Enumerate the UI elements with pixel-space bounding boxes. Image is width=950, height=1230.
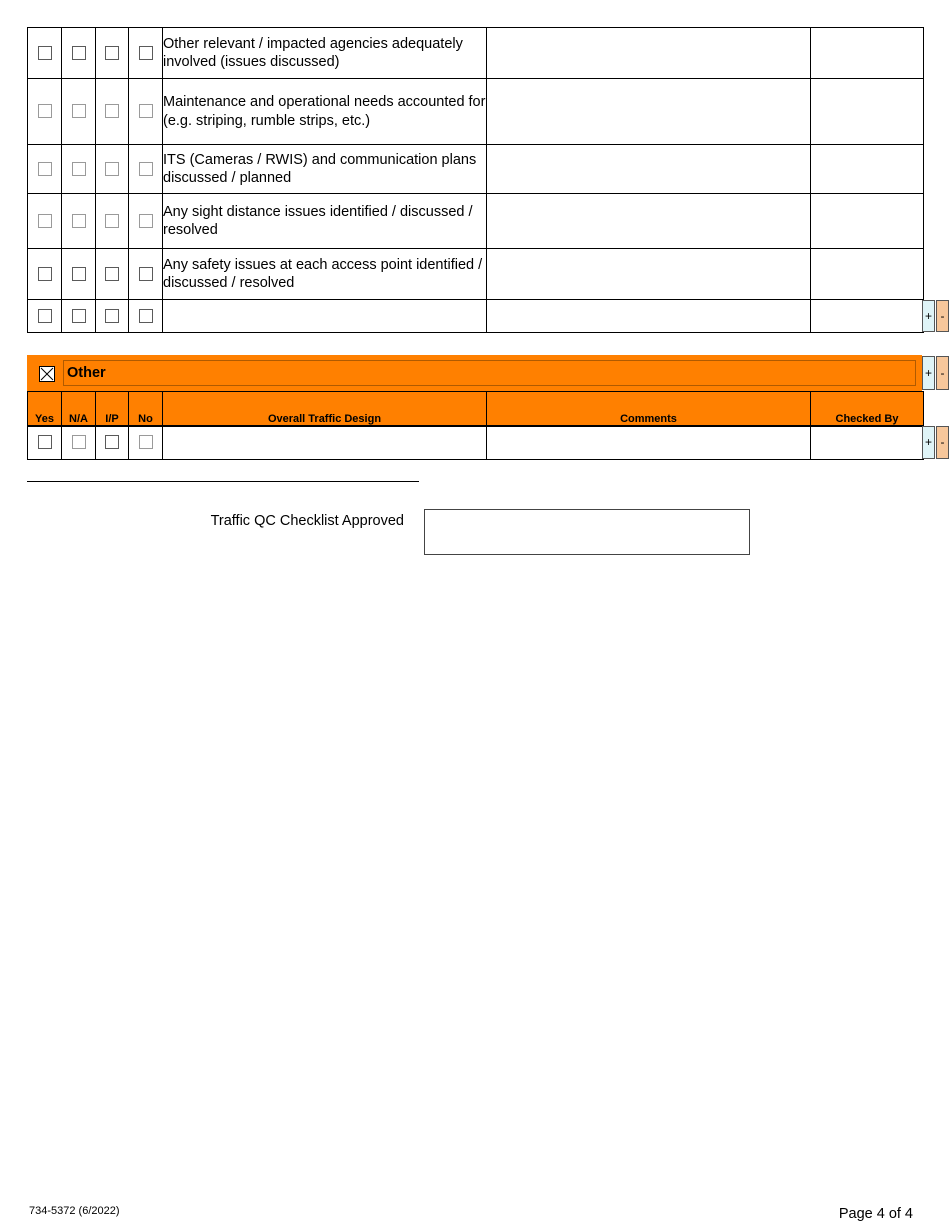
no-checkbox[interactable] [139, 309, 153, 323]
ip-checkbox[interactable] [105, 104, 119, 118]
comments-field[interactable] [487, 145, 811, 194]
comments-field[interactable] [487, 249, 811, 300]
checklist-row [28, 145, 924, 194]
checked-by-field[interactable] [811, 28, 924, 79]
ip-checkbox[interactable] [105, 162, 119, 176]
ip-checkbox[interactable] [105, 267, 119, 281]
comments-field[interactable] [487, 426, 811, 460]
no-checkbox[interactable] [139, 435, 153, 449]
section-title[interactable]: Other [63, 360, 916, 386]
checklist-item-text: Other relevant / impacted agencies adequately involved (issues discussed) [163, 28, 487, 79]
header-checked-by: Checked By [811, 392, 924, 427]
no-checkbox[interactable] [139, 267, 153, 281]
checklist-table [27, 27, 924, 333]
checklist-row [28, 194, 924, 249]
other-header-table [27, 391, 924, 427]
checked-by-field[interactable] [811, 79, 924, 145]
checked-by-field[interactable] [811, 249, 924, 300]
checklist-item-text: ITS (Cameras / RWIS) and communication plans discussed / planned [163, 145, 487, 194]
ip-checkbox[interactable] [105, 309, 119, 323]
header-comments: Comments [487, 392, 811, 427]
header-no: No [129, 392, 163, 427]
signature-line [27, 481, 419, 482]
yes-checkbox[interactable] [38, 309, 52, 323]
na-checkbox[interactable] [72, 214, 86, 228]
checklist-row [28, 28, 924, 79]
ip-checkbox[interactable] [105, 46, 119, 60]
x-mark-icon [40, 367, 54, 381]
header-yes: Yes [28, 392, 62, 427]
checklist-row [28, 249, 924, 300]
checklist-row [28, 300, 924, 333]
no-checkbox[interactable] [139, 214, 153, 228]
approval-label: Traffic QC Checklist Approved [210, 513, 404, 529]
na-checkbox[interactable] [72, 267, 86, 281]
yes-checkbox[interactable] [38, 214, 52, 228]
remove-section-button[interactable]: - [936, 356, 949, 390]
na-checkbox[interactable] [72, 104, 86, 118]
checklist-row [28, 79, 924, 145]
yes-checkbox[interactable] [38, 267, 52, 281]
page-number: Page 4 of 4 [838, 1206, 913, 1222]
ip-checkbox[interactable] [105, 214, 119, 228]
na-checkbox[interactable] [72, 162, 86, 176]
comments-field[interactable] [487, 194, 811, 249]
add-section-button[interactable]: + [922, 356, 935, 390]
header-ip: I/P [96, 392, 129, 427]
checklist-item-text: Any safety issues at each access point identified / discussed / resolved [163, 249, 487, 300]
yes-checkbox[interactable] [38, 435, 52, 449]
no-checkbox[interactable] [139, 162, 153, 176]
add-row-button[interactable]: + [922, 300, 935, 332]
add-row-button[interactable]: + [922, 426, 935, 459]
yes-checkbox[interactable] [38, 46, 52, 60]
header-design: Overall Traffic Design [163, 392, 487, 427]
other-table [27, 425, 924, 460]
yes-checkbox[interactable] [38, 104, 52, 118]
other-row [28, 426, 924, 460]
header-na: N/A [62, 392, 96, 427]
checked-by-field[interactable] [811, 426, 924, 460]
na-checkbox[interactable] [72, 309, 86, 323]
checked-by-field[interactable] [811, 300, 924, 333]
checklist-item-text: Any sight distance issues identified / discussed / resolved [163, 194, 487, 249]
approval-field[interactable] [424, 509, 750, 555]
checklist-item-text: Maintenance and operational needs accounted for (e.g. striping, rumble strips, etc.) [163, 79, 487, 145]
comments-field[interactable] [487, 28, 811, 79]
checklist-item-input[interactable] [163, 300, 487, 333]
section-checkbox[interactable] [39, 366, 55, 382]
ip-checkbox[interactable] [105, 435, 119, 449]
remove-row-button[interactable]: - [936, 300, 949, 332]
no-checkbox[interactable] [139, 46, 153, 60]
comments-field[interactable] [487, 79, 811, 145]
design-field[interactable] [163, 426, 487, 460]
checked-by-field[interactable] [811, 194, 924, 249]
yes-checkbox[interactable] [38, 162, 52, 176]
form-number: 734-5372 (6/2022) [29, 1205, 120, 1217]
checked-by-field[interactable] [811, 145, 924, 194]
na-checkbox[interactable] [72, 46, 86, 60]
remove-row-button[interactable]: - [936, 426, 949, 459]
no-checkbox[interactable] [139, 104, 153, 118]
comments-field[interactable] [487, 300, 811, 333]
na-checkbox[interactable] [72, 435, 86, 449]
